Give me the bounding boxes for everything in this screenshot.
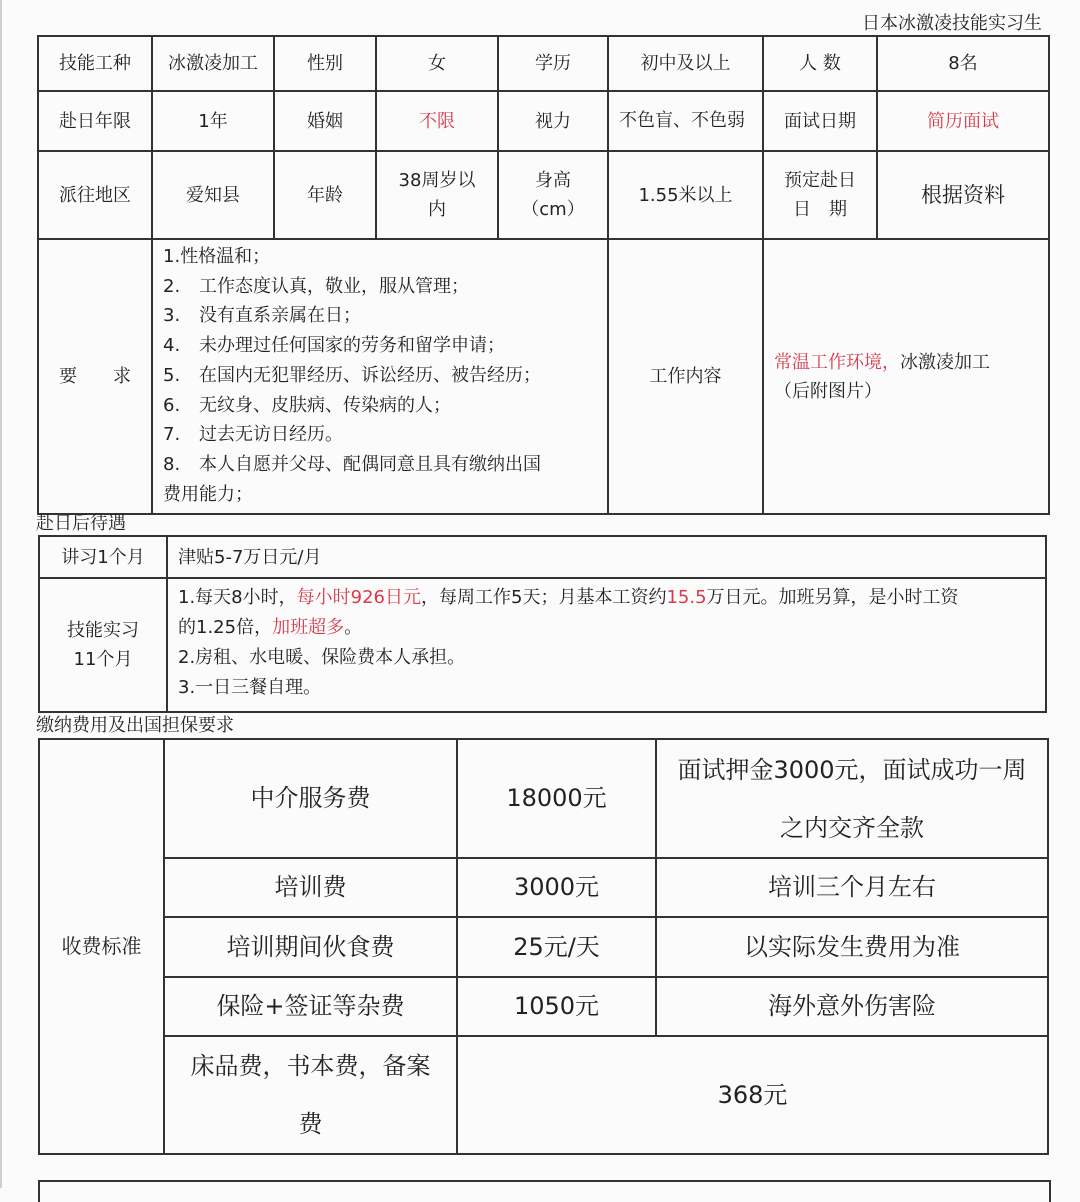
- document-title: 日本冰激凌技能实习生: [862, 13, 1042, 34]
- requirement-item: 7. 过去无访日经历。: [163, 424, 343, 446]
- requirement-item: 3. 没有直系亲属在日；: [163, 305, 361, 327]
- fee-item: 床品费，书本费，备案 费: [164, 1036, 457, 1154]
- fee-amount: 18000元: [457, 739, 656, 858]
- fee-row: [39, 739, 1048, 858]
- fee-row: [39, 917, 1048, 977]
- fee-item: 培训费: [164, 858, 457, 917]
- info-row-3: [38, 151, 1049, 239]
- fee-item: 培训期间伙食费: [164, 917, 457, 977]
- requirement-item: 5. 在国内无犯罪经历、诉讼经历、被告经历；: [163, 364, 541, 386]
- fee-category-label: 收费标准: [39, 739, 164, 1154]
- requirement-item: 8. 本人自愿并父母、配偶同意且具有缴纳出国: [163, 453, 541, 475]
- fee-amount: 25元/天: [457, 917, 656, 977]
- height-label: 身高（cm）: [498, 151, 608, 239]
- info-row-2: [38, 91, 1049, 151]
- region-label: 派往地区: [38, 151, 152, 239]
- fee-row: [39, 858, 1048, 917]
- fee-note: 海外意外伤害险: [656, 977, 1048, 1036]
- departure-label-line2: 日 期: [793, 199, 847, 220]
- intern-detail-line4: 3.一日三餐自理。: [178, 677, 322, 698]
- headcount-value: 8名: [877, 36, 1049, 91]
- requirement-item: 6. 无纹身、皮肤病、传染病的人；: [163, 394, 451, 416]
- requirement-item: 1.性格温和；: [163, 246, 271, 267]
- requirements-row: [38, 239, 1049, 514]
- work-note: （后附图片）: [774, 380, 882, 402]
- requirement-item: 4. 未办理过任何国家的劳务和留学申请；: [163, 335, 505, 357]
- requirements-list: [152, 239, 608, 514]
- requirement-item: 2. 工作态度认真，敬业，服从管理；: [163, 275, 469, 297]
- intern-detail-line3: 2.房租、水电暖、保险费本人承担。: [178, 647, 466, 668]
- fee-amount: 1050元: [457, 977, 656, 1036]
- intern-detail-line1: 1.每天8小时，每小时926日元，每周工作5天；月基本工资约15.5万日元。加班另算，是小时工资: [178, 587, 959, 608]
- fees-section-title: 缴纳费用及出国担保要求: [36, 715, 234, 736]
- fee-item: 保险+签证等杂费: [164, 977, 457, 1036]
- work-content-label: 工作内容: [608, 239, 763, 514]
- fee-note: 面试押金3000元，面试成功一周 之内交齐全款: [656, 739, 1048, 858]
- age-label: 年龄: [274, 151, 376, 239]
- requirements-label: 要 求: [38, 239, 152, 514]
- lecture-value: 津贴5-7万日元/月: [167, 536, 1046, 578]
- intern-label-line2: 11个月: [73, 649, 133, 670]
- departure-label-line1: 预定赴日: [784, 170, 856, 191]
- next-table-edge: [38, 1180, 1051, 1202]
- requirement-item-cont: 费用能力；: [163, 483, 253, 505]
- term-label: 赴日年限: [38, 91, 152, 151]
- age-value: 38周岁以内: [376, 151, 498, 239]
- fee-item: 中介服务费: [164, 739, 457, 858]
- departure-label: [763, 151, 877, 239]
- departure-value: 根据资料: [877, 151, 1049, 239]
- fee-amount: 368元: [457, 1036, 1048, 1154]
- intern-label: [39, 578, 167, 712]
- intern-label-line1: 技能实习: [67, 620, 139, 641]
- fee-amount: 3000元: [457, 858, 656, 917]
- treatment-table: [38, 535, 1047, 713]
- term-value: 1年: [152, 91, 274, 151]
- info-row-1: [38, 36, 1049, 91]
- marriage-label: 婚姻: [274, 91, 376, 151]
- lecture-row: [39, 536, 1046, 578]
- education-value: 初中及以上: [608, 36, 763, 91]
- height-value: 1.55米以上: [608, 151, 763, 239]
- lecture-label: 讲习1个月: [39, 536, 167, 578]
- vision-value: 不色盲、不色弱: [608, 91, 763, 151]
- fee-note: 培训三个月左右: [656, 858, 1048, 917]
- vision-label: 视力: [498, 91, 608, 151]
- page-edge: [0, 0, 2, 1188]
- basic-info-table: [37, 35, 1050, 515]
- fee-note: 以实际发生费用为准: [656, 917, 1048, 977]
- fees-table: [38, 738, 1049, 1155]
- intern-details: [167, 578, 1046, 712]
- intern-row: [39, 578, 1046, 712]
- headcount-label: 人 数: [763, 36, 877, 91]
- job-type-value: 冰激凌加工: [152, 36, 274, 91]
- gender-value: 女: [376, 36, 498, 91]
- treatment-section-title: 赴日后待遇: [36, 513, 126, 534]
- marriage-value: 不限: [376, 91, 498, 151]
- fee-row: [39, 977, 1048, 1036]
- work-content-value: [763, 239, 1049, 514]
- education-label: 学历: [498, 36, 608, 91]
- region-value: 爱知县: [152, 151, 274, 239]
- fee-row-last: [39, 1036, 1048, 1154]
- job-type-label: 技能工种: [38, 36, 152, 91]
- interview-date-value: 简历面试: [877, 91, 1049, 151]
- interview-date-label: 面试日期: [763, 91, 877, 151]
- intern-detail-line2: 的1.25倍，加班超多。: [178, 617, 363, 638]
- gender-label: 性别: [274, 36, 376, 91]
- work-highlight: 常温工作环境，: [774, 351, 900, 373]
- work-text: 冰激凌加工: [900, 351, 990, 373]
